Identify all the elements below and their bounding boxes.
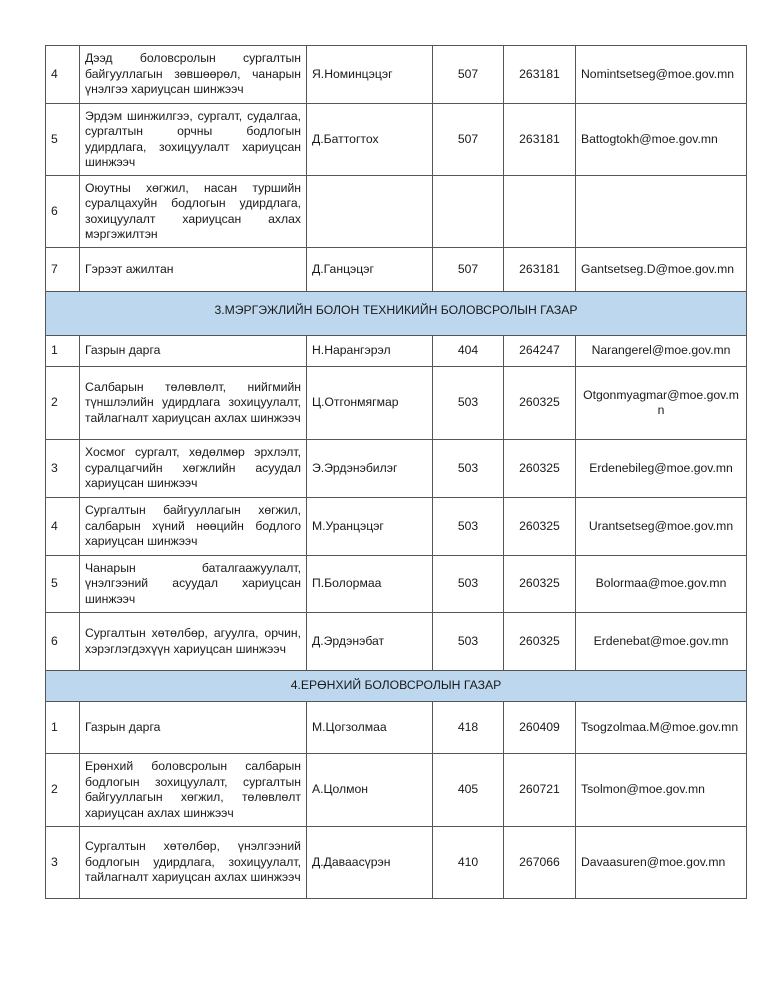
table-row xyxy=(46,827,747,899)
phone-number: 260325 xyxy=(504,498,576,556)
room-number: 507 xyxy=(433,104,504,176)
phone-number: 263181 xyxy=(504,104,576,176)
section-header-row xyxy=(46,292,747,336)
table-row xyxy=(46,613,747,671)
room-number: 503 xyxy=(433,440,504,498)
email-link[interactable]: Erdenebat@moe.gov.mn xyxy=(576,613,747,671)
staff-name: Д.Баттогтох xyxy=(307,104,433,176)
table-row xyxy=(46,556,747,613)
staff-name: Я.Номинцэцэг xyxy=(307,46,433,104)
row-number: 5 xyxy=(46,104,80,176)
position-description: Сургалтын байгууллагын хөгжил, салбарын хүний нөөцийн бодлого хариуцсан шинжээч xyxy=(80,498,307,556)
position-description: Сургалтын хөтөлбөр, үнэлгээний бодлогын удирдлага, зохицуулалт, тайлагналт хариуцсан ахлах шинжээч xyxy=(80,827,307,899)
table-row xyxy=(46,176,747,248)
staff-name: Ц.Отгонмягмар xyxy=(307,367,433,440)
position-description: Оюутны хөгжил, насан туршийн суралцахуйн бодлогын удирдлага, зохицуулалт хариуцсан ахлах мэргэжилтэн xyxy=(80,176,307,248)
phone-number: 260409 xyxy=(504,702,576,754)
staff-name: П.Болормаа xyxy=(307,556,433,613)
phone-number xyxy=(504,176,576,248)
row-number: 1 xyxy=(46,702,80,754)
email-link[interactable] xyxy=(576,176,747,248)
email-link[interactable]: Otgonmyagmar@moe.gov.mn xyxy=(576,367,747,440)
staff-name: Н.Нарангэрэл xyxy=(307,336,433,367)
room-number: 507 xyxy=(433,248,504,292)
position-description: Гэрээт ажилтан xyxy=(80,248,307,292)
row-number: 6 xyxy=(46,176,80,248)
table-row xyxy=(46,754,747,827)
position-description: Салбарын төлөвлөлт, нийгмийн түншлэлийн удирдлага зохицуулалт, тайлагналт хариуцсан ахлах шинжээч xyxy=(80,367,307,440)
phone-number: 260325 xyxy=(504,367,576,440)
room-number: 410 xyxy=(433,827,504,899)
phone-number: 264247 xyxy=(504,336,576,367)
phone-number: 263181 xyxy=(504,248,576,292)
section-header-row xyxy=(46,671,747,702)
row-number: 3 xyxy=(46,827,80,899)
room-number: 503 xyxy=(433,367,504,440)
phone-number: 260325 xyxy=(504,613,576,671)
phone-number: 260721 xyxy=(504,754,576,827)
row-number: 7 xyxy=(46,248,80,292)
email-link[interactable]: Battogtokh@moe.gov.mn xyxy=(576,104,747,176)
room-number xyxy=(433,176,504,248)
phone-number: 260325 xyxy=(504,440,576,498)
email-link[interactable]: Tsolmon@moe.gov.mn xyxy=(576,754,747,827)
staff-name: Д.Ганцэцэг xyxy=(307,248,433,292)
room-number: 405 xyxy=(433,754,504,827)
table-row xyxy=(46,702,747,754)
staff-name xyxy=(307,176,433,248)
row-number: 3 xyxy=(46,440,80,498)
position-description: Чанарын баталгаажуулалт, үнэлгээний асуудал хариуцсан шинжээч xyxy=(80,556,307,613)
position-description: Хосмог сургалт, хөдөлмөр эрхлэлт, суралцагчийн хөгжлийн асуудал хариуцсан шинжээч xyxy=(80,440,307,498)
email-link[interactable]: Nomintsetseg@moe.gov.mn xyxy=(576,46,747,104)
row-number: 6 xyxy=(46,613,80,671)
staff-name: Д.Эрдэнэбат xyxy=(307,613,433,671)
position-description: Газрын дарга xyxy=(80,336,307,367)
staff-name: М.Цогзолмаа xyxy=(307,702,433,754)
phone-number: 260325 xyxy=(504,556,576,613)
position-description: Ерөнхий боловсролын салбарын бодлогын зохицуулалт, сургалтын байгууллагын хөгжил, төлөвлөлт хариуцсан ахлах шинжээч xyxy=(80,754,307,827)
table-row xyxy=(46,336,747,367)
room-number: 503 xyxy=(433,613,504,671)
position-description: Дээд боловсролын сургалтын байгууллагын зөвшөөрөл, чанарын үнэлгээ хариуцсан шинжээч xyxy=(80,46,307,104)
email-link[interactable]: Tsogzolmaa.M@moe.gov.mn xyxy=(576,702,747,754)
row-number: 5 xyxy=(46,556,80,613)
room-number: 503 xyxy=(433,498,504,556)
room-number: 404 xyxy=(433,336,504,367)
phone-number: 263181 xyxy=(504,46,576,104)
table-row xyxy=(46,440,747,498)
row-number: 2 xyxy=(46,754,80,827)
email-link[interactable]: Erdenebileg@moe.gov.mn xyxy=(576,440,747,498)
row-number: 1 xyxy=(46,336,80,367)
email-link[interactable]: Urantsetseg@moe.gov.mn xyxy=(576,498,747,556)
row-number: 4 xyxy=(46,46,80,104)
section-title: 4.ЕРӨНХИЙ БОЛОВСРОЛЫН ГАЗАР xyxy=(46,671,747,702)
table-row xyxy=(46,104,747,176)
position-description: Газрын дарга xyxy=(80,702,307,754)
email-link[interactable]: Narangerel@moe.gov.mn xyxy=(576,336,747,367)
staff-name: Э.Эрдэнэбилэг xyxy=(307,440,433,498)
staff-directory-table xyxy=(45,45,747,899)
table-row xyxy=(46,248,747,292)
table-row xyxy=(46,498,747,556)
row-number: 2 xyxy=(46,367,80,440)
phone-number: 267066 xyxy=(504,827,576,899)
section-title: 3.МЭРГЭЖЛИЙН БОЛОН ТЕХНИКИЙН БОЛОВСРОЛЫН ГАЗАР xyxy=(46,292,747,336)
room-number: 418 xyxy=(433,702,504,754)
position-description: Сургалтын хөтөлбөр, агуулга, орчин, хэрэглэгдэхүүн хариуцсан шинжээч xyxy=(80,613,307,671)
email-link[interactable]: Davaasuren@moe.gov.mn xyxy=(576,827,747,899)
table-row xyxy=(46,46,747,104)
email-link[interactable]: Gantsetseg.D@moe.gov.mn xyxy=(576,248,747,292)
table-row xyxy=(46,367,747,440)
staff-name: М.Уранцэцэг xyxy=(307,498,433,556)
room-number: 507 xyxy=(433,46,504,104)
row-number: 4 xyxy=(46,498,80,556)
staff-name: А.Цолмон xyxy=(307,754,433,827)
staff-name: Д.Даваасүрэн xyxy=(307,827,433,899)
email-link[interactable]: Bolormaa@moe.gov.mn xyxy=(576,556,747,613)
position-description: Эрдэм шинжилгээ, сургалт, судалгаа, сургалтын орчны бодлогын удирдлага, зохицуулалт хариуцсан шинжээч xyxy=(80,104,307,176)
room-number: 503 xyxy=(433,556,504,613)
